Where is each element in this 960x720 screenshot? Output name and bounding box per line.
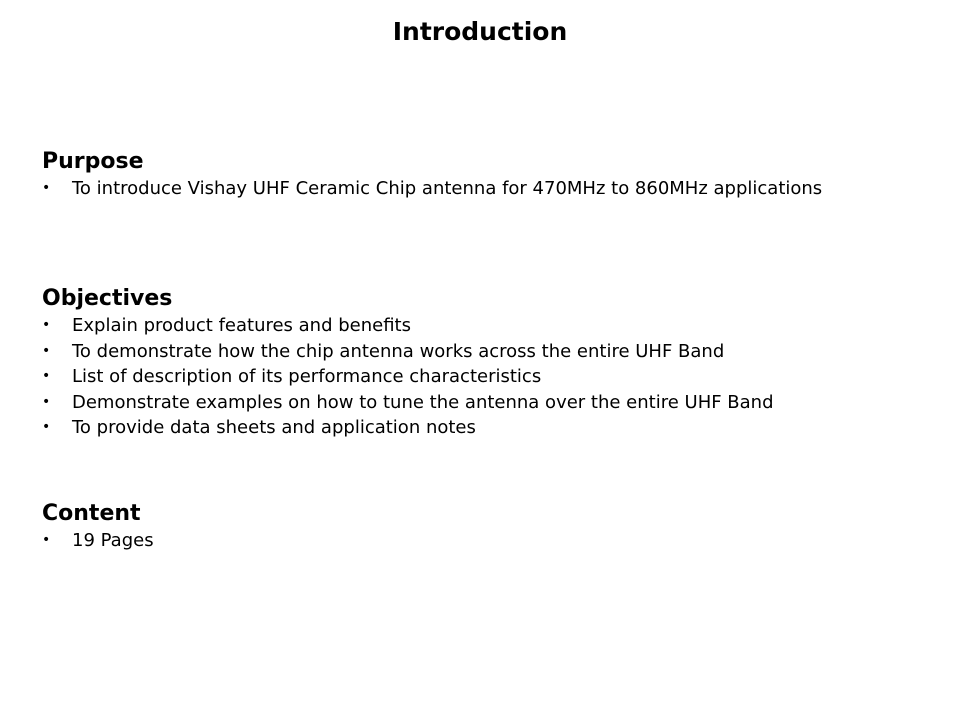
- section-heading-content: Content: [42, 501, 141, 526]
- bullet-item: [42, 176, 932, 202]
- bullet-text: List of description of its performance characteristics: [72, 366, 542, 387]
- bullet-item: [42, 390, 932, 416]
- bullet-text: To demonstrate how the chip antenna works across the entire UHF Band: [72, 340, 725, 362]
- bullet-icon: •: [42, 419, 51, 435]
- bullet-text: Explain product features and benefits: [72, 315, 411, 336]
- bullet-icon: •: [42, 532, 51, 548]
- bullet-icon: •: [42, 368, 51, 384]
- bullet-text: Demonstrate examples on how to tune the antenna over the entire UHF Band: [72, 391, 774, 413]
- bullet-icon: •: [42, 180, 51, 196]
- bullet-item: [42, 364, 932, 390]
- section-objectives: [42, 285, 932, 441]
- bullet-text: To introduce Vishay UHF Ceramic Chip antenna for 470MHz to 860MHz applications: [72, 178, 823, 199]
- bullet-item: [42, 528, 932, 554]
- bullet-list-purpose: [42, 176, 932, 202]
- bullet-item: [42, 415, 932, 441]
- bullet-icon: •: [42, 317, 51, 333]
- slide-title: Introduction: [392, 17, 568, 46]
- bullet-text: To provide data sheets and application notes: [72, 417, 476, 438]
- bullet-item: [42, 313, 932, 339]
- section-heading-objectives: Objectives: [42, 286, 173, 311]
- bullet-icon: •: [42, 342, 51, 359]
- section-heading-purpose: Purpose: [42, 149, 144, 174]
- bullet-item: [42, 339, 932, 365]
- bullet-text: 19 Pages: [72, 530, 154, 551]
- section-content: [42, 500, 932, 554]
- bullet-list-content: [42, 528, 932, 554]
- bullet-list-objectives: [42, 313, 932, 441]
- bullet-icon: •: [42, 393, 51, 410]
- section-purpose: [42, 148, 932, 202]
